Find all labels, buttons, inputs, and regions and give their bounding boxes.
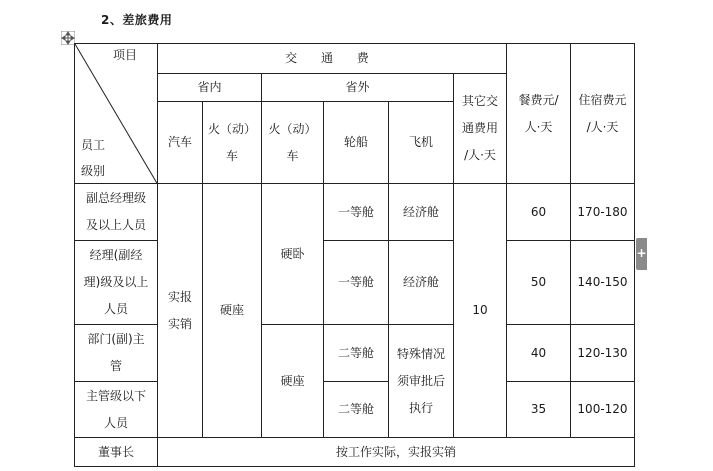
plus-icon: + [636, 246, 647, 260]
lodging-cell: 100-120 [571, 382, 635, 438]
ship-cell: 二等舱 [324, 325, 389, 382]
level-cell: 主管级以下 人员 [75, 382, 158, 438]
out-province-header: 省外 [262, 74, 454, 102]
ship-header: 轮船 [324, 102, 389, 184]
hard-seat-cell: 硬座 [262, 325, 324, 438]
meal-cell: 40 [507, 325, 571, 382]
lodging-header: 住宿费元 /人·天 [571, 44, 635, 184]
plane-cell: 经济舱 [389, 184, 454, 241]
other-transport-header: 其它交 通费用 /人·天 [454, 74, 507, 184]
train-value-cell: 硬座 [203, 184, 262, 438]
special-approval-cell: 特殊情况 须审批后 执行 [389, 325, 454, 438]
meal-cell: 60 [507, 184, 571, 241]
lodging-cell: 120-130 [571, 325, 635, 382]
meal-cell: 50 [507, 241, 571, 325]
lodging-cell: 140-150 [571, 241, 635, 325]
ship-cell: 一等舱 [324, 241, 389, 325]
sleeper-cell: 硬卧 [262, 184, 324, 325]
train-header: 火（动） 车 [203, 102, 262, 184]
ship-cell: 二等舱 [324, 382, 389, 438]
other-value-cell: 10 [454, 184, 507, 438]
plane-header: 飞机 [389, 102, 454, 184]
ship-cell: 一等舱 [324, 184, 389, 241]
table-move-handle-icon[interactable] [61, 31, 75, 45]
car-value-cell: 实报 实销 [158, 184, 203, 438]
section-heading: 2、差旅费用 [101, 13, 173, 27]
chairman-rule-cell: 按工作实际，实报实销 [158, 438, 635, 467]
level-cell: 部门(副)主 管 [75, 325, 158, 382]
in-province-header: 省内 [158, 74, 262, 102]
transport-header: 交 通 费 [158, 44, 507, 74]
plane-cell: 经济舱 [389, 241, 454, 325]
side-expand-button[interactable] [636, 238, 647, 270]
corner-item-label: 项目 [113, 48, 138, 62]
lodging-cell: 170-180 [571, 184, 635, 241]
travel-expense-table [74, 43, 635, 467]
car-header: 汽车 [158, 102, 203, 184]
chairman-cell: 董事长 [75, 438, 158, 467]
level-cell: 副总经理级 及以上人员 [75, 184, 158, 241]
train-out-header: 火（动） 车 [262, 102, 324, 184]
corner-employee-label: 员工 级别 [81, 138, 106, 178]
corner-header-cell [75, 44, 158, 184]
level-cell: 经理(副经 理)级及以上 人员 [75, 241, 158, 325]
meal-cell: 35 [507, 382, 571, 438]
meal-header: 餐费元/ 人·天 [507, 44, 571, 184]
